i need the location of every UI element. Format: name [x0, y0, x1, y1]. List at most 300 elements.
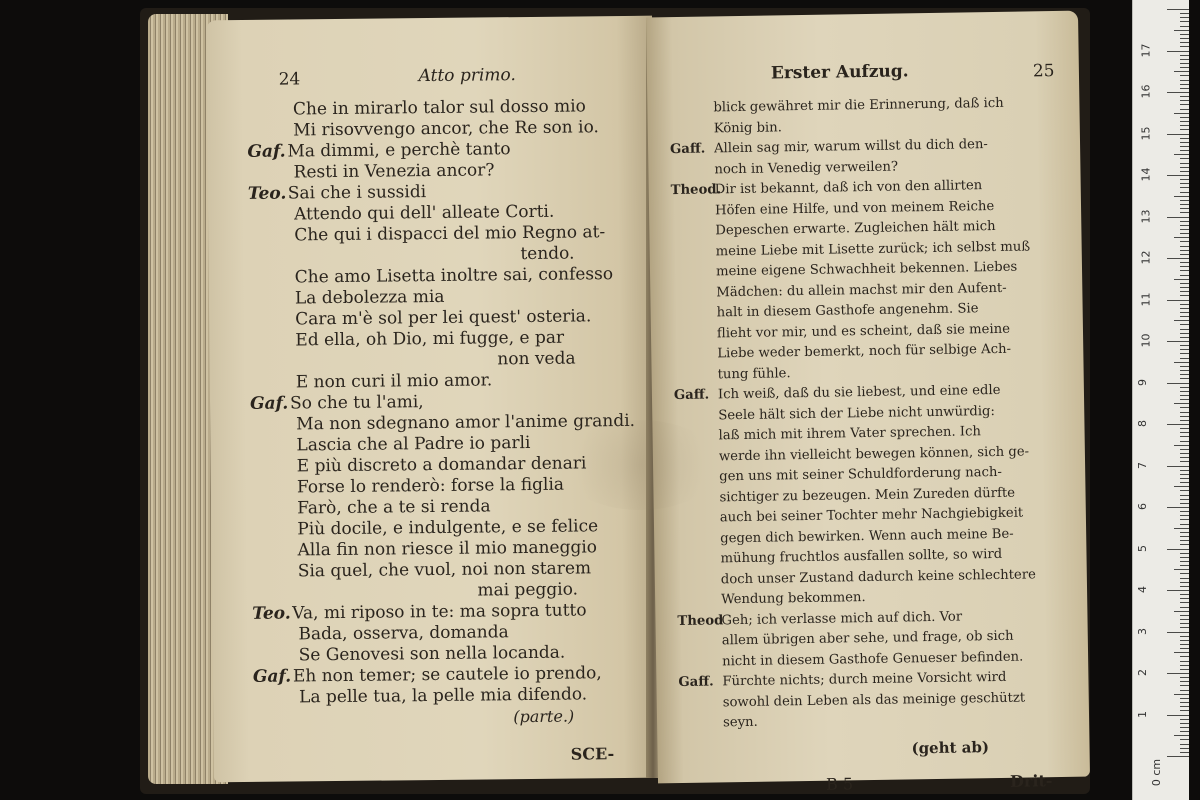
ruler-tick: [1167, 507, 1189, 508]
verse-text: Lascia che al Padre io parli: [296, 432, 531, 456]
ruler-tick: [1180, 200, 1189, 201]
prose-text: Depeschen erwarte. Zugleichen hält mich: [715, 218, 996, 239]
prose-text: Mädchen: du allein machst mir den Aufent-: [716, 280, 1007, 300]
ruler-tick: [1180, 723, 1189, 724]
ruler-tick: [1174, 735, 1189, 736]
ruler-tick: [1180, 129, 1189, 130]
ruler-tick: [1180, 706, 1189, 707]
ruler-tick: [1180, 353, 1189, 354]
ruler-tick: [1180, 59, 1189, 60]
ruler-tick: [1180, 544, 1189, 545]
ruler-tick: [1180, 26, 1189, 27]
ruler-tick: [1180, 519, 1189, 520]
ruler-tick: [1180, 619, 1189, 620]
speaker-label: Teo.: [252, 603, 291, 624]
ruler-tick: [1180, 254, 1189, 255]
right-running-head: Erster Aufzug.: [770, 61, 909, 84]
ruler-tick: [1180, 13, 1189, 14]
ruler-tick: [1180, 461, 1189, 462]
prose-text: seyn.: [722, 714, 758, 731]
ruler-tick: [1180, 702, 1189, 703]
speaker-label: [670, 132, 714, 133]
ruler-tick: [1180, 212, 1189, 213]
prose-text: Allein sag mir, warum willst du dich den-: [713, 137, 988, 157]
ruler-number: 7: [1136, 461, 1149, 469]
ruler-number: 2: [1136, 669, 1149, 676]
speaker-label: Gaff.: [673, 387, 710, 404]
verse-text: Che in mirarlo talor sul dosso mio: [292, 96, 586, 120]
speaker-label: [672, 275, 716, 276]
left-running-head: Atto primo.: [418, 65, 516, 87]
ruler-tick: [1180, 524, 1189, 525]
ruler-tick: [1180, 266, 1189, 267]
ruler-tick: [1180, 295, 1189, 296]
verse-text: E più discreto a domandar denari: [296, 453, 587, 477]
prose-text: Fürchte nichts; durch meine Vorsicht wird: [722, 669, 1007, 690]
verse-text: Che qui i dispacci del mio Regno at-: [294, 222, 606, 246]
speaker-label: Gaff.: [669, 141, 706, 158]
ruler-tick: [1180, 84, 1189, 85]
ruler-tick: [1180, 150, 1189, 151]
speaker-label: [670, 173, 714, 174]
ruler-tick: [1180, 615, 1189, 616]
ruler-tick: [1167, 466, 1189, 467]
verse-text: Se Genovesi son nella locanda.: [298, 642, 566, 666]
ruler-tick: [1180, 171, 1189, 172]
ruler-tick: [1174, 694, 1189, 695]
ruler-tick: [1180, 644, 1189, 645]
ruler-tick: [1180, 283, 1189, 284]
verse-text: Sia quel, che vuol, noi non starem: [297, 558, 592, 582]
ruler-tick: [1180, 138, 1189, 139]
ruler-tick: [1167, 258, 1189, 259]
speaker-label: [676, 521, 720, 522]
prose-text: Geh; ich verlasse mich auf dich. Vor: [721, 609, 963, 628]
ruler-number: 4: [1136, 586, 1149, 593]
ruler-tick: [1180, 104, 1189, 105]
ruler-tick: [1180, 623, 1189, 624]
ruler-tick: [1180, 627, 1189, 628]
ruler-tick: [1180, 739, 1189, 740]
verse-line: [299, 684, 639, 709]
ruler-tick: [1167, 217, 1189, 218]
prose-text: halt in diesem Gasthofe angenehm. Sie: [716, 301, 979, 321]
ruler-tick: [1180, 308, 1189, 309]
ruler-tick: [1180, 75, 1189, 76]
ruler-tick: [1180, 333, 1189, 334]
prose-text: Ich weiß, daß du sie liebest, und eine edle: [717, 382, 1001, 403]
prose-text: mühung fruchtlos ausfallen sollte, so wird: [720, 546, 1003, 567]
ruler-tick: [1180, 719, 1189, 720]
ruler-tick: [1180, 117, 1189, 118]
ruler-tick: [1180, 125, 1189, 126]
verse-text: Ma dimmi, e perchè tanto: [287, 139, 511, 162]
ruler-number: 8: [1136, 420, 1149, 427]
ruler-tick: [1180, 449, 1189, 450]
prose-text: gen uns mit seiner Schuldforderung nach-: [719, 464, 1003, 485]
ruler-tick: [1180, 225, 1189, 226]
ruler-tick: [1174, 196, 1189, 197]
ruler-tick: [1180, 378, 1189, 379]
ruler-tick: [1180, 578, 1189, 579]
verse-text: Ma non sdegnano amor l'anime grandi.: [296, 410, 636, 435]
ruler-tick: [1180, 63, 1189, 64]
ruler-tick: [1180, 38, 1189, 39]
ruler-tick: [1180, 540, 1189, 541]
ruler-tick: [1180, 387, 1189, 388]
prose-text: noch in Venedig verweilen?: [714, 159, 899, 177]
speaker-label: [677, 603, 721, 604]
ruler-tick: [1180, 395, 1189, 396]
ruler-tick: [1180, 67, 1189, 68]
left-page-text: [247, 96, 639, 709]
ruler-tick: [1167, 424, 1189, 425]
prose-text: tung fühle.: [717, 365, 791, 382]
measurement-ruler: [1132, 0, 1189, 800]
ruler-tick: [1180, 324, 1189, 325]
verse-text: Forse lo renderò: forse la figlia: [296, 474, 565, 498]
ruler-tick: [1180, 192, 1189, 193]
ruler-tick: [1180, 557, 1189, 558]
ruler-tick: [1180, 241, 1189, 242]
ruler-tick: [1180, 532, 1189, 533]
ruler-tick: [1180, 648, 1189, 649]
right-catchword: Drit-: [1009, 771, 1053, 791]
speaker-label: [671, 214, 715, 215]
ruler-tick: [1180, 661, 1189, 662]
ruler-tick: [1180, 499, 1189, 500]
ruler-tick: [1180, 270, 1189, 271]
ruler-number: 5: [1136, 544, 1149, 552]
verse-text: Cara m'è sol per lei quest' osteria.: [295, 306, 592, 330]
prose-text: sichtiger zu bezeugen. Mein Zureden dürfte: [719, 485, 1016, 505]
ruler-tick: [1167, 9, 1189, 10]
ruler-tick: [1180, 179, 1189, 180]
ruler-tick: [1174, 611, 1189, 612]
speaker-label: Theod: [677, 612, 724, 629]
ruler-tick: [1180, 677, 1189, 678]
left-page-number: 24: [278, 69, 301, 90]
library-stamp: [560, 420, 720, 510]
ruler-tick: [1174, 528, 1189, 529]
verse-text: So che tu l'ami,: [289, 392, 424, 414]
ruler-tick: [1180, 287, 1189, 288]
ruler-tick: [1180, 370, 1189, 371]
ruler-tick: [1180, 748, 1189, 749]
ruler-tick: [1180, 412, 1189, 413]
prose-text: werde ihn vielleicht bewegen können, sich ge-: [718, 443, 1030, 464]
ruler-tick: [1180, 515, 1189, 516]
ruler-tick: [1180, 640, 1189, 641]
speaker-label: [674, 378, 718, 379]
ruler-tick: [1180, 407, 1189, 408]
ruler-tick: [1180, 208, 1189, 209]
signature-mark: B 5: [825, 774, 854, 794]
speaker-label: [674, 419, 718, 420]
ruler-tick: [1180, 474, 1189, 475]
ruler-tick: [1180, 146, 1189, 147]
ruler-tick: [1180, 441, 1189, 442]
ruler-tick: [1180, 685, 1189, 686]
ruler-tick: [1180, 304, 1189, 305]
ruler-tick: [1180, 88, 1189, 89]
verse-text: Ed ella, oh Dio, mi fugge, e par: [295, 327, 565, 351]
ruler-tick: [1180, 183, 1189, 184]
ruler-tick: [1180, 246, 1189, 247]
ruler-tick: [1180, 681, 1189, 682]
ruler-tick: [1167, 549, 1189, 550]
left-stage-direction: (parte.): [513, 706, 575, 727]
ruler-tick: [1180, 291, 1189, 292]
verse-text: Farò, che a te si renda: [297, 496, 491, 519]
ruler-tick: [1180, 453, 1189, 454]
prose-text: blick gewähret mir die Erinnerung, daß ich: [713, 95, 1004, 116]
ruler-number: 13: [1139, 209, 1153, 223]
prose-text: Wendung bekommen.: [721, 590, 866, 608]
verse-text: Più docile, e indulgente, e se felice: [297, 516, 599, 540]
ruler-tick: [1180, 80, 1189, 81]
left-page: [206, 16, 660, 783]
ruler-tick: [1167, 756, 1189, 757]
speaker-label: [673, 316, 717, 317]
ruler-tick: [1180, 204, 1189, 205]
ruler-tick: [1180, 420, 1189, 421]
ruler-tick: [1180, 109, 1189, 110]
ruler-tick: [1180, 250, 1189, 251]
speaker-label: [670, 111, 714, 112]
speaker-label: [676, 542, 720, 543]
right-page-number: 25: [1032, 61, 1055, 82]
ruler-tick: [1167, 383, 1189, 384]
ruler-tick: [1180, 100, 1189, 101]
ruler-tick: [1180, 482, 1189, 483]
ruler-tick: [1180, 366, 1189, 367]
ruler-tick: [1180, 727, 1189, 728]
ruler-tick: [1180, 495, 1189, 496]
ruler-tick: [1180, 490, 1189, 491]
verse-text: Sai che i sussidi: [287, 182, 427, 204]
ruler-tick: [1174, 71, 1189, 72]
speaker-label: [677, 583, 721, 584]
ruler-tick: [1180, 391, 1189, 392]
speaker-label: [673, 337, 717, 338]
ruler-tick: [1180, 312, 1189, 313]
ruler-tick: [1180, 337, 1189, 338]
ruler-tick: [1180, 46, 1189, 47]
speaker-label: [677, 562, 721, 563]
ruler-tick: [1180, 229, 1189, 230]
ruler-tick: [1180, 665, 1189, 666]
verse-text: Resti in Venezia ancor?: [293, 160, 495, 183]
ruler-tick: [1174, 237, 1189, 238]
ruler-tick: [1167, 715, 1189, 716]
speaker-label: [679, 706, 723, 707]
speaker-label: Gaf.: [252, 666, 292, 687]
speaker-label: Gaf.: [247, 141, 286, 162]
ruler-tick: [1180, 42, 1189, 43]
ruler-tick: [1174, 445, 1189, 446]
ruler-tick: [1180, 416, 1189, 417]
ruler-tick: [1180, 432, 1189, 433]
right-stage-direction: (geht ab): [911, 738, 990, 758]
prose-text: Dir ist bekannt, daß ich von den allirten: [714, 178, 983, 198]
ruler-tick: [1180, 536, 1189, 537]
speaker-label: [672, 255, 716, 256]
ruler-number: 11: [1139, 292, 1153, 306]
ruler-tick: [1180, 374, 1189, 375]
ruler-number: 6: [1136, 503, 1149, 510]
ruler-tick: [1180, 275, 1189, 276]
ruler-number: 1: [1136, 710, 1149, 718]
left-catchword: SCE-: [570, 744, 615, 764]
ruler-tick: [1180, 594, 1189, 595]
ruler-tick: [1180, 582, 1189, 583]
ruler-tick: [1180, 565, 1189, 566]
speaker-label: Teo.: [247, 183, 287, 204]
ruler-tick: [1180, 329, 1189, 330]
ruler-number: 15: [1139, 126, 1153, 140]
ruler-number: 9: [1136, 378, 1149, 386]
right-page: [646, 11, 1090, 794]
verse-text: Che amo Lisetta inoltre sai, confesso: [294, 264, 614, 288]
ruler-tick: [1167, 175, 1189, 176]
verse-text: La debolezza mia: [294, 286, 445, 309]
ruler-tick: [1180, 470, 1189, 471]
verse-text: Eh non temer; se cautele io prendo,: [292, 663, 602, 687]
ruler-tick: [1167, 632, 1189, 633]
ruler-tick: [1180, 752, 1189, 753]
ruler-tick: [1180, 158, 1189, 159]
ruler-tick: [1180, 744, 1189, 745]
speaker-label: [678, 644, 722, 645]
verse-text: Alla fin non riesce il mio maneggio: [297, 537, 598, 561]
ruler-tick: [1174, 652, 1189, 653]
speaker-label: [672, 296, 716, 297]
ruler-tick: [1180, 690, 1189, 691]
prose-text: nicht in diesem Gasthofe Genueser befinden.: [722, 649, 1024, 669]
ruler-tick: [1180, 598, 1189, 599]
ruler-tick: [1180, 187, 1189, 188]
prose-text: Liebe weder bemerkt, noch für selbige Ach-: [717, 341, 1012, 362]
ruler-tick: [1167, 134, 1189, 135]
ruler-tick: [1174, 113, 1189, 114]
ruler-tick: [1174, 279, 1189, 280]
ruler-tick: [1174, 486, 1189, 487]
ruler-tick: [1167, 341, 1189, 342]
ruler-tick: [1180, 602, 1189, 603]
ruler-tick: [1180, 21, 1189, 22]
ruler-tick: [1180, 349, 1189, 350]
ruler-tick: [1180, 698, 1189, 699]
prose-text: meine eigene Schwachheit bekennen. Liebes: [715, 259, 1018, 280]
verse-text: E non curi il mio amor.: [295, 370, 493, 393]
ruler-number: 12: [1139, 250, 1153, 265]
prose-text: laß mich mit ihrem Vater sprechen. Ich: [718, 424, 982, 444]
verse-text: Attendo qui dell' alleate Corti.: [293, 201, 555, 225]
ruler-tick: [1180, 167, 1189, 168]
ruler-tick: [1180, 731, 1189, 732]
ruler-tick: [1180, 262, 1189, 263]
ruler-tick: [1174, 30, 1189, 31]
ruler-tick: [1167, 51, 1189, 52]
ruler-number: 16: [1139, 84, 1153, 99]
speaker-label: Gaff.: [678, 674, 714, 691]
ruler-tick: [1174, 362, 1189, 363]
ruler-tick: [1180, 96, 1189, 97]
ruler-tick: [1167, 300, 1189, 301]
prose-text: auch bei seiner Tochter mehr Nachgiebigkeit: [719, 505, 1024, 526]
ruler-tick: [1180, 436, 1189, 437]
ruler-tick: [1180, 345, 1189, 346]
ruler-tick: [1180, 142, 1189, 143]
ruler-tick: [1180, 121, 1189, 122]
ruler-tick: [1180, 710, 1189, 711]
ruler-tick: [1180, 34, 1189, 35]
prose-text: sowohl dein Leben als das meinige geschützt: [722, 690, 1026, 710]
ruler-tick: [1167, 92, 1189, 93]
ruler-number: 3: [1136, 627, 1149, 635]
ruler-tick: [1180, 669, 1189, 670]
ruler-tick: [1174, 154, 1189, 155]
ruler-tick: [1180, 607, 1189, 608]
verse-text: tendo.: [520, 243, 575, 265]
prose-text: flieht vor mir, und es scheint, daß sie meine: [716, 321, 1011, 341]
ruler-tick: [1174, 403, 1189, 404]
ruler-tick: [1180, 233, 1189, 234]
prose-text: gegen dich bewirken. Wenn auch meine Be-: [720, 526, 1014, 546]
ruler-tick: [1180, 163, 1189, 164]
ruler-tick: [1180, 399, 1189, 400]
ruler-number: 10: [1139, 333, 1153, 348]
prose-text: meine Liebe mit Lisette zurück; ich selbst muß: [715, 238, 1031, 259]
ruler-tick: [1180, 358, 1189, 359]
ruler-tick: [1180, 586, 1189, 587]
verse-text: non veda: [497, 348, 576, 370]
prose-text: Seele hält sich der Liebe nicht unwürdig:: [718, 403, 995, 423]
verse-text: La pelle tua, la pelle mia difendo.: [299, 684, 588, 708]
ruler-tick: [1180, 573, 1189, 574]
right-page-text: [669, 93, 1071, 735]
verse-text: Mi risovvengo ancor, che Re son io.: [293, 117, 599, 141]
ruler-tick: [1180, 503, 1189, 504]
ruler-tick: [1180, 511, 1189, 512]
prose-text: Höfen eine Hilfe, und von meinem Reiche: [714, 198, 995, 218]
ruler-tick: [1174, 569, 1189, 570]
ruler-tick: [1180, 316, 1189, 317]
ruler-tick: [1180, 55, 1189, 56]
speaker-label: [679, 726, 723, 727]
ruler-tick: [1180, 17, 1189, 18]
ruler-tick: [1180, 553, 1189, 554]
speaker-label: [678, 665, 722, 666]
verse-text: Bada, osserva, domanda: [298, 622, 509, 645]
speaker-label: [673, 357, 717, 358]
speaker-label: [671, 234, 715, 235]
verse-text: Va, mi riposo in te: ma sopra tutto: [292, 600, 587, 624]
ruler-tick: [1180, 221, 1189, 222]
prose-text: doch unser Zustand dadurch keine schlechtere: [720, 566, 1037, 587]
ruler-unit-label: 0 cm: [1150, 758, 1164, 787]
verse-text: mai peggio.: [477, 579, 579, 601]
ruler-tick: [1174, 320, 1189, 321]
ruler-tick: [1180, 428, 1189, 429]
ruler-tick: [1167, 673, 1189, 674]
ruler-number: 14: [1139, 167, 1153, 182]
prose-text: allem übrigen aber sehe, und frage, ob sich: [721, 628, 1014, 649]
prose-text: König bin.: [713, 119, 783, 136]
ruler-tick: [1180, 561, 1189, 562]
ruler-number: 17: [1139, 43, 1153, 57]
